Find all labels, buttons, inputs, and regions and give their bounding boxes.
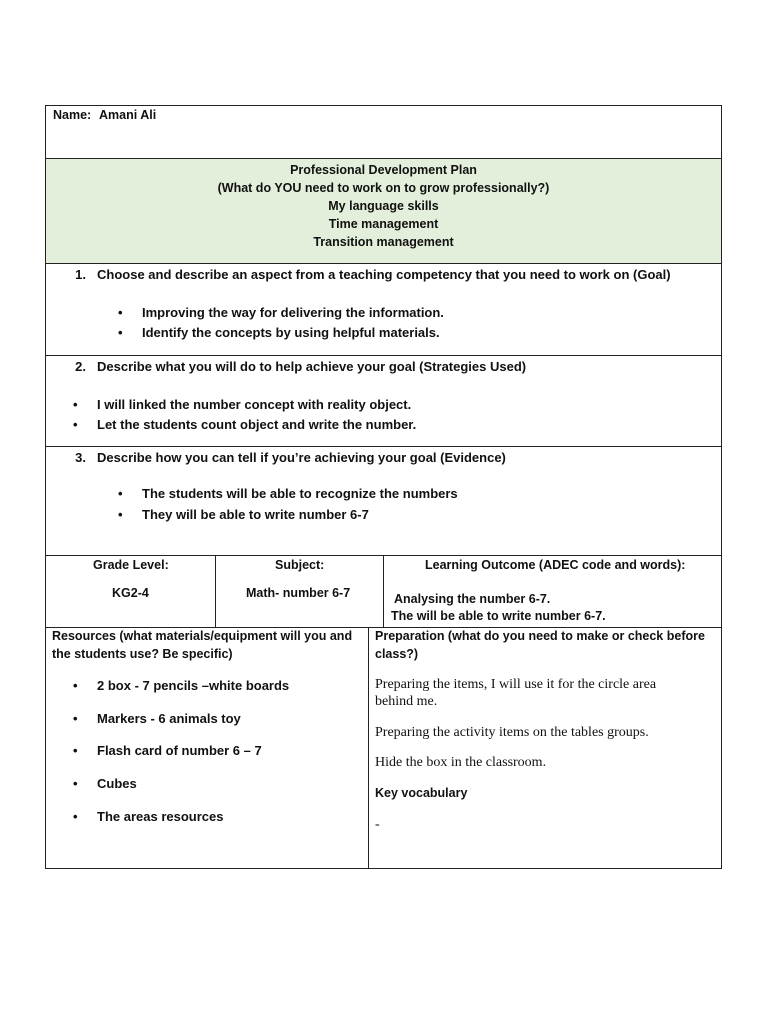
evidence-section [45,446,722,556]
development-plan-section [45,158,722,264]
learning-outcome-line: Analysing the number 6-7. [394,592,551,606]
name-row [45,105,722,159]
resources-label: the students use? Be specific) [52,647,233,661]
resources-label: Resources (what materials/equipment will you and [52,629,353,643]
plan-subtitle: (What do YOU need to work on to grow professionally?) [217,181,550,195]
list-item: • Flash card of number 6 – 7 [73,743,262,758]
strategies-heading: Describe what you will do to help achieve your goal (Strategies Used) [97,359,527,374]
plan-skill: Time management [328,217,439,231]
learning-outcome-line: The will be able to write number 6-7. [391,609,606,623]
list-item: • I will linked the number concept with reality object. [73,397,412,412]
grade-level-label: Grade Level: [93,558,169,572]
preparation-item: Preparing the items, I will use it for the circle area [375,677,657,692]
subject-cell [215,555,384,628]
list-item: • Identify the concepts by using helpful materials. [118,325,440,340]
strategies-number: 2. [75,359,86,374]
evidence-heading: Describe how you can tell if you’re achieving your goal (Evidence) [97,450,506,465]
strategies-section [45,355,722,447]
preparation-cell [368,627,722,869]
list-item: • They will be able to write number 6-7 [118,507,369,522]
list-item: • Improving the way for delivering the information. [118,305,444,320]
learning-outcome-cell [383,555,722,628]
list-item: • The students will be able to recognize the numbers [118,486,458,501]
evidence-number: 3. [75,450,86,465]
list-item: • Let the students count object and write the number. [73,417,417,432]
preparation-item: Hide the box in the classroom. [375,755,547,770]
goal-number: 1. [75,267,86,282]
list-item: • Markers - 6 animals toy [73,711,241,726]
name-value: Amani Ali [99,108,157,122]
plan-skill: Transition management [313,235,454,249]
preparation-label: class?) [375,647,419,661]
subject-value: Math- number 6-7 [246,586,351,600]
list-item: • Cubes [73,776,137,791]
preparation-label: Preparation (what do you need to make or check before [375,629,705,643]
preparation-item: Preparing the activity items on the tables groups. [375,725,649,740]
preparation-item: behind me. [375,694,438,709]
plan-title: Professional Development Plan [290,163,477,177]
learning-outcome-label: Learning Outcome (ADEC code and words): [425,558,686,572]
grade-level-cell [45,555,216,628]
name-label: Name: [53,108,92,122]
goal-heading: Choose and describe an aspect from a teaching competency that you need to work on (Goal) [97,267,671,282]
subject-label: Subject: [275,558,325,572]
resources-cell [45,627,369,869]
key-vocabulary-label: Key vocabulary [375,786,468,800]
grade-level-value: KG2-4 [112,586,149,600]
goal-section [45,263,722,356]
key-vocabulary-value: - [375,817,380,832]
list-item: • The areas resources [73,809,224,824]
list-item: • 2 box - 7 pencils –white boards [73,678,290,693]
plan-skill: My language skills [328,199,439,213]
